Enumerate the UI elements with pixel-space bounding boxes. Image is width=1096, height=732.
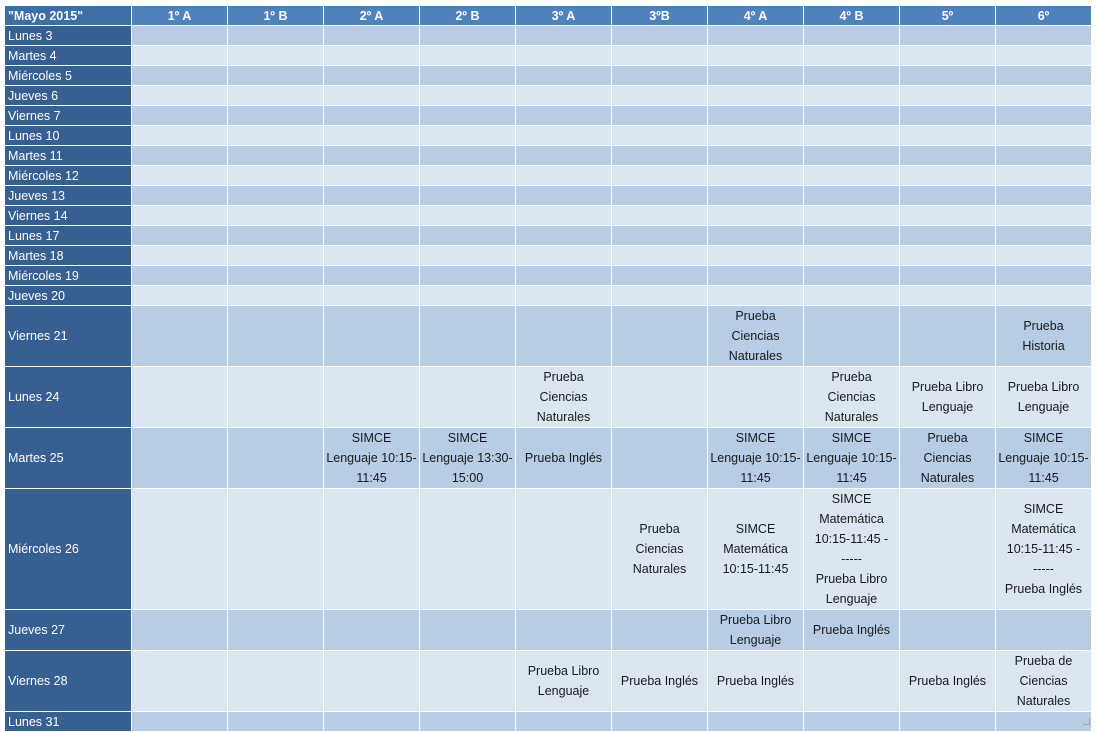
cell-text: SIMCE Matemática 10:15-11:45 - ----- Prueba Libro Lenguaje [814,492,889,606]
schedule-cell[interactable] [804,306,900,367]
schedule-cell[interactable] [228,651,324,712]
table-row [5,126,1092,146]
schedule-cell[interactable] [996,226,1092,246]
day-label: Lunes 31 [5,712,132,732]
schedule-cell[interactable] [228,186,324,206]
schedule-cell[interactable] [132,266,228,286]
schedule-cell[interactable] [420,126,516,146]
schedule-cell[interactable] [516,489,612,610]
schedule-cell[interactable] [708,306,804,367]
schedule-cell[interactable] [132,651,228,712]
schedule-cell[interactable] [516,86,612,106]
cell-text: Prueba Libro Lenguaje [1007,380,1080,414]
schedule-cell[interactable] [996,610,1092,651]
schedule-cell[interactable] [804,610,900,651]
schedule-cell[interactable] [900,26,996,46]
table-row [5,106,1092,126]
column-header: 2º B [420,6,516,26]
cell-text: SIMCE Matemática 10:15-11:45 [722,522,789,576]
column-header: 1º B [228,6,324,26]
schedule-cell[interactable] [996,206,1092,226]
table-row [5,26,1092,46]
schedule-cell[interactable] [324,246,420,266]
schedule-cell[interactable] [324,286,420,306]
schedule-cell[interactable] [420,186,516,206]
schedule-cell[interactable] [420,610,516,651]
cell-text: Prueba Historia [1022,319,1065,353]
schedule-cell[interactable] [900,489,996,610]
cell-text: SIMCE Lenguaje 10:15- 11:45 [806,431,897,485]
schedule-cell[interactable] [708,367,804,428]
cell-text: Prueba Ciencias Naturales [920,431,975,485]
schedule-cell[interactable] [228,246,324,266]
resize-corner-icon [1083,718,1090,725]
cell-text: SIMCE Lenguaje 10:15- 11:45 [998,431,1089,485]
schedule-cell[interactable] [804,46,900,66]
table-row [5,489,1092,610]
schedule-cell[interactable] [612,367,708,428]
table-row [5,428,1092,489]
schedule-cell[interactable] [324,126,420,146]
schedule-cell[interactable] [708,489,804,610]
schedule-cell[interactable] [900,367,996,428]
schedule-cell[interactable] [612,166,708,186]
schedule-cell[interactable] [996,306,1092,367]
day-label: Miércoles 26 [5,489,132,610]
schedule-cell[interactable] [612,226,708,246]
schedule-cell[interactable] [228,286,324,306]
schedule-cell[interactable] [804,489,900,610]
schedule-cell[interactable] [708,246,804,266]
column-header: 3º A [516,6,612,26]
schedule-cell[interactable] [516,428,612,489]
schedule-cell[interactable] [996,651,1092,712]
table-row [5,46,1092,66]
schedule-cell[interactable] [612,146,708,166]
schedule-cell[interactable] [708,86,804,106]
schedule-cell[interactable] [708,651,804,712]
schedule-cell[interactable] [804,126,900,146]
column-header: 3ºB [612,6,708,26]
schedule-cell[interactable] [612,126,708,146]
cell-text: Prueba Libro Lenguaje [719,613,792,647]
schedule-cell[interactable] [804,166,900,186]
schedule-cell[interactable] [132,46,228,66]
schedule-cell[interactable] [996,186,1092,206]
schedule-cell[interactable] [228,367,324,428]
schedule-cell[interactable] [900,246,996,266]
schedule-cell[interactable] [228,146,324,166]
table-row [5,286,1092,306]
schedule-cell[interactable] [132,126,228,146]
day-label: Martes 25 [5,428,132,489]
schedule-cell[interactable] [420,206,516,226]
schedule-cell[interactable] [228,610,324,651]
schedule-cell[interactable] [804,286,900,306]
schedule-cell[interactable] [132,489,228,610]
schedule-cell[interactable] [996,367,1092,428]
schedule-cell[interactable] [516,246,612,266]
schedule-cell[interactable] [516,66,612,86]
schedule-cell[interactable] [996,166,1092,186]
schedule-cell[interactable] [804,186,900,206]
schedule-cell[interactable] [804,226,900,246]
schedule-cell[interactable] [708,126,804,146]
schedule-cell[interactable] [420,428,516,489]
schedule-cell[interactable] [228,306,324,367]
schedule-cell[interactable] [228,266,324,286]
schedule-cell[interactable] [228,206,324,226]
day-label: Martes 4 [5,46,132,66]
schedule-cell[interactable] [708,46,804,66]
schedule-cell[interactable] [324,266,420,286]
table-row [5,66,1092,86]
day-label: Viernes 21 [5,306,132,367]
schedule-cell[interactable] [324,206,420,226]
schedule-cell[interactable] [708,206,804,226]
schedule-cell[interactable] [132,610,228,651]
day-label: Lunes 24 [5,367,132,428]
schedule-cell[interactable] [900,651,996,712]
schedule-cell[interactable] [516,166,612,186]
schedule-cell[interactable] [228,226,324,246]
schedule-cell[interactable] [804,266,900,286]
schedule-cell[interactable] [612,46,708,66]
schedule-cell[interactable] [516,266,612,286]
schedule-cell[interactable] [228,46,324,66]
schedule-cell[interactable] [804,367,900,428]
cell-text: Prueba Inglés [524,451,603,465]
schedule-cell[interactable] [900,106,996,126]
schedule-cell[interactable] [420,226,516,246]
schedule-cell[interactable] [708,226,804,246]
schedule-cell[interactable] [324,46,420,66]
schedule-cell[interactable] [228,166,324,186]
schedule-cell[interactable] [612,106,708,126]
schedule-cell[interactable] [324,306,420,367]
header-row [5,6,1092,26]
day-label: Viernes 7 [5,106,132,126]
schedule-cell[interactable] [900,86,996,106]
schedule-cell[interactable] [996,286,1092,306]
column-header: 6º [996,6,1092,26]
schedule-cell[interactable] [420,146,516,166]
table-row [5,166,1092,186]
schedule-cell[interactable] [996,146,1092,166]
schedule-cell[interactable] [708,266,804,286]
day-label: Viernes 28 [5,651,132,712]
calendar-title: "Mayo 2015" [5,6,132,26]
schedule-cell[interactable] [612,246,708,266]
schedule-cell[interactable] [900,286,996,306]
schedule-cell[interactable] [132,367,228,428]
schedule-cell[interactable] [708,66,804,86]
schedule-cell[interactable] [324,226,420,246]
schedule-cell[interactable] [132,286,228,306]
cell-text: SIMCE Lenguaje 13:30- 15:00 [422,431,513,485]
day-label: Jueves 27 [5,610,132,651]
column-header: 2º A [324,6,420,26]
schedule-cell[interactable] [804,146,900,166]
schedule-cell[interactable] [132,246,228,266]
schedule-cell[interactable] [324,106,420,126]
schedule-cell[interactable] [420,246,516,266]
schedule-cell[interactable] [420,367,516,428]
day-label: Lunes 3 [5,26,132,46]
schedule-cell[interactable] [996,66,1092,86]
schedule-cell[interactable] [132,226,228,246]
schedule-cell[interactable] [324,651,420,712]
schedule-cell[interactable] [996,126,1092,146]
day-label: Martes 11 [5,146,132,166]
schedule-cell[interactable] [708,186,804,206]
schedule-cell[interactable] [612,66,708,86]
schedule-cell[interactable] [900,66,996,86]
schedule-cell[interactable] [996,428,1092,489]
schedule-cell[interactable] [516,610,612,651]
schedule-cell[interactable] [708,26,804,46]
day-label: Lunes 10 [5,126,132,146]
cell-text: Prueba Libro Lenguaje [527,664,600,698]
table-row [5,186,1092,206]
day-label: Miércoles 5 [5,66,132,86]
schedule-cell[interactable] [900,266,996,286]
schedule-cell[interactable] [132,306,228,367]
cell-text: SIMCE Lenguaje 10:15- 11:45 [710,431,801,485]
day-label: Lunes 17 [5,226,132,246]
schedule-cell[interactable] [900,166,996,186]
schedule-cell[interactable] [324,26,420,46]
day-label: Jueves 6 [5,86,132,106]
schedule-cell[interactable] [804,651,900,712]
schedule-cell[interactable] [996,489,1092,610]
cell-text: Prueba Libro Lenguaje [911,380,984,414]
cell-text: Prueba Ciencias Naturales [824,370,879,424]
schedule-cell[interactable] [132,86,228,106]
day-label: Miércoles 19 [5,266,132,286]
schedule-cell[interactable] [132,428,228,489]
day-label: Martes 18 [5,246,132,266]
table-row [5,146,1092,166]
schedule-cell[interactable] [804,206,900,226]
schedule-cell[interactable] [228,489,324,610]
schedule-cell[interactable] [132,146,228,166]
schedule-cell[interactable] [516,106,612,126]
schedule-cell[interactable] [516,46,612,66]
schedule-cell[interactable] [996,106,1092,126]
schedule-cell[interactable] [996,246,1092,266]
schedule-cell[interactable] [420,66,516,86]
schedule-cell[interactable] [708,166,804,186]
cell-text: Prueba Inglés [620,674,699,688]
schedule-cell[interactable] [420,86,516,106]
table-row [5,246,1092,266]
schedule-cell[interactable] [324,367,420,428]
day-label: Miércoles 12 [5,166,132,186]
table-row [5,306,1092,367]
schedule-cell[interactable] [324,66,420,86]
column-header: 4º A [708,6,804,26]
cell-text: Prueba Ciencias Naturales [728,309,783,363]
schedule-cell[interactable] [612,206,708,226]
schedule-cell[interactable] [228,66,324,86]
schedule-cell[interactable] [804,26,900,46]
schedule-cell[interactable] [708,286,804,306]
schedule-cell[interactable] [324,146,420,166]
schedule-cell[interactable] [516,186,612,206]
schedule-cell[interactable] [516,206,612,226]
cell-text: SIMCE Matemática 10:15-11:45 - ----- Prueba Inglés [1004,502,1083,596]
schedule-cell[interactable] [612,428,708,489]
column-header: 5º [900,6,996,26]
schedule-cell[interactable] [612,86,708,106]
schedule-cell[interactable] [324,166,420,186]
schedule-cell[interactable] [708,146,804,166]
schedule-cell[interactable] [996,86,1092,106]
calendar-table [4,5,1092,732]
schedule-cell[interactable] [900,226,996,246]
schedule-cell[interactable] [612,186,708,206]
schedule-cell[interactable] [996,46,1092,66]
table-row [5,226,1092,246]
table-row [5,206,1092,226]
schedule-cell[interactable] [420,166,516,186]
table-row [5,86,1092,106]
schedule-cell[interactable] [132,26,228,46]
schedule-cell[interactable] [900,206,996,226]
schedule-cell[interactable] [324,186,420,206]
schedule-cell[interactable] [612,306,708,367]
schedule-cell[interactable] [900,306,996,367]
schedule-cell[interactable] [900,186,996,206]
schedule-cell[interactable] [420,651,516,712]
table-row [5,266,1092,286]
cell-text: Prueba Inglés [908,674,987,688]
schedule-cell[interactable] [420,46,516,66]
schedule-cell[interactable] [900,610,996,651]
cell-text: SIMCE Lenguaje 10:15- 11:45 [326,431,417,485]
schedule-cell[interactable] [804,106,900,126]
schedule-cell[interactable] [228,428,324,489]
schedule-cell[interactable] [228,106,324,126]
schedule-cell[interactable] [324,428,420,489]
schedule-cell[interactable] [804,66,900,86]
schedule-cell[interactable] [420,286,516,306]
table-row [5,610,1092,651]
schedule-cell[interactable] [900,146,996,166]
day-label: Viernes 14 [5,206,132,226]
schedule-cell[interactable] [516,286,612,306]
cell-text: Prueba Inglés [812,623,891,637]
schedule-cell[interactable] [516,126,612,146]
schedule-cell[interactable] [228,26,324,46]
schedule-cell[interactable] [804,428,900,489]
schedule-cell[interactable] [132,186,228,206]
table-row [5,651,1092,712]
schedule-cell[interactable] [708,610,804,651]
schedule-cell[interactable] [612,651,708,712]
schedule-cell[interactable] [996,26,1092,46]
schedule-cell[interactable] [612,26,708,46]
column-header: 1º A [132,6,228,26]
schedule-cell[interactable] [612,610,708,651]
schedule-cell[interactable] [132,66,228,86]
schedule-cell[interactable] [612,286,708,306]
calendar-body [5,26,1092,732]
schedule-cell[interactable] [516,306,612,367]
schedule-cell[interactable] [132,206,228,226]
schedule-cell[interactable] [804,86,900,106]
cell-text: Prueba Ciencias Naturales [536,370,591,424]
schedule-cell[interactable] [900,46,996,66]
schedule-cell[interactable] [420,266,516,286]
schedule-cell[interactable] [516,651,612,712]
schedule-cell[interactable] [228,126,324,146]
schedule-cell[interactable] [516,226,612,246]
day-label: Jueves 20 [5,286,132,306]
cell-text: Prueba Ciencias Naturales [632,522,687,576]
day-label: Jueves 13 [5,186,132,206]
schedule-cell[interactable] [612,266,708,286]
schedule-cell[interactable] [516,367,612,428]
schedule-cell[interactable] [612,489,708,610]
schedule-cell[interactable] [900,428,996,489]
schedule-cell[interactable] [420,106,516,126]
table-row [5,367,1092,428]
column-header: 4º B [804,6,900,26]
schedule-cell[interactable] [900,126,996,146]
schedule-cell[interactable] [708,428,804,489]
schedule-cell[interactable] [132,106,228,126]
schedule-cell[interactable] [324,86,420,106]
schedule-cell[interactable] [708,106,804,126]
schedule-cell[interactable] [132,166,228,186]
cell-text: Prueba Inglés [716,674,795,688]
schedule-cell[interactable] [420,306,516,367]
schedule-cell[interactable] [420,489,516,610]
cell-text: Prueba de Ciencias Naturales [1014,654,1073,708]
schedule-cell[interactable] [324,610,420,651]
schedule-cell[interactable] [516,146,612,166]
schedule-cell[interactable] [420,26,516,46]
schedule-cell[interactable] [996,266,1092,286]
schedule-cell[interactable] [804,246,900,266]
schedule-cell[interactable] [228,86,324,106]
schedule-cell[interactable] [516,26,612,46]
schedule-cell[interactable] [324,489,420,610]
